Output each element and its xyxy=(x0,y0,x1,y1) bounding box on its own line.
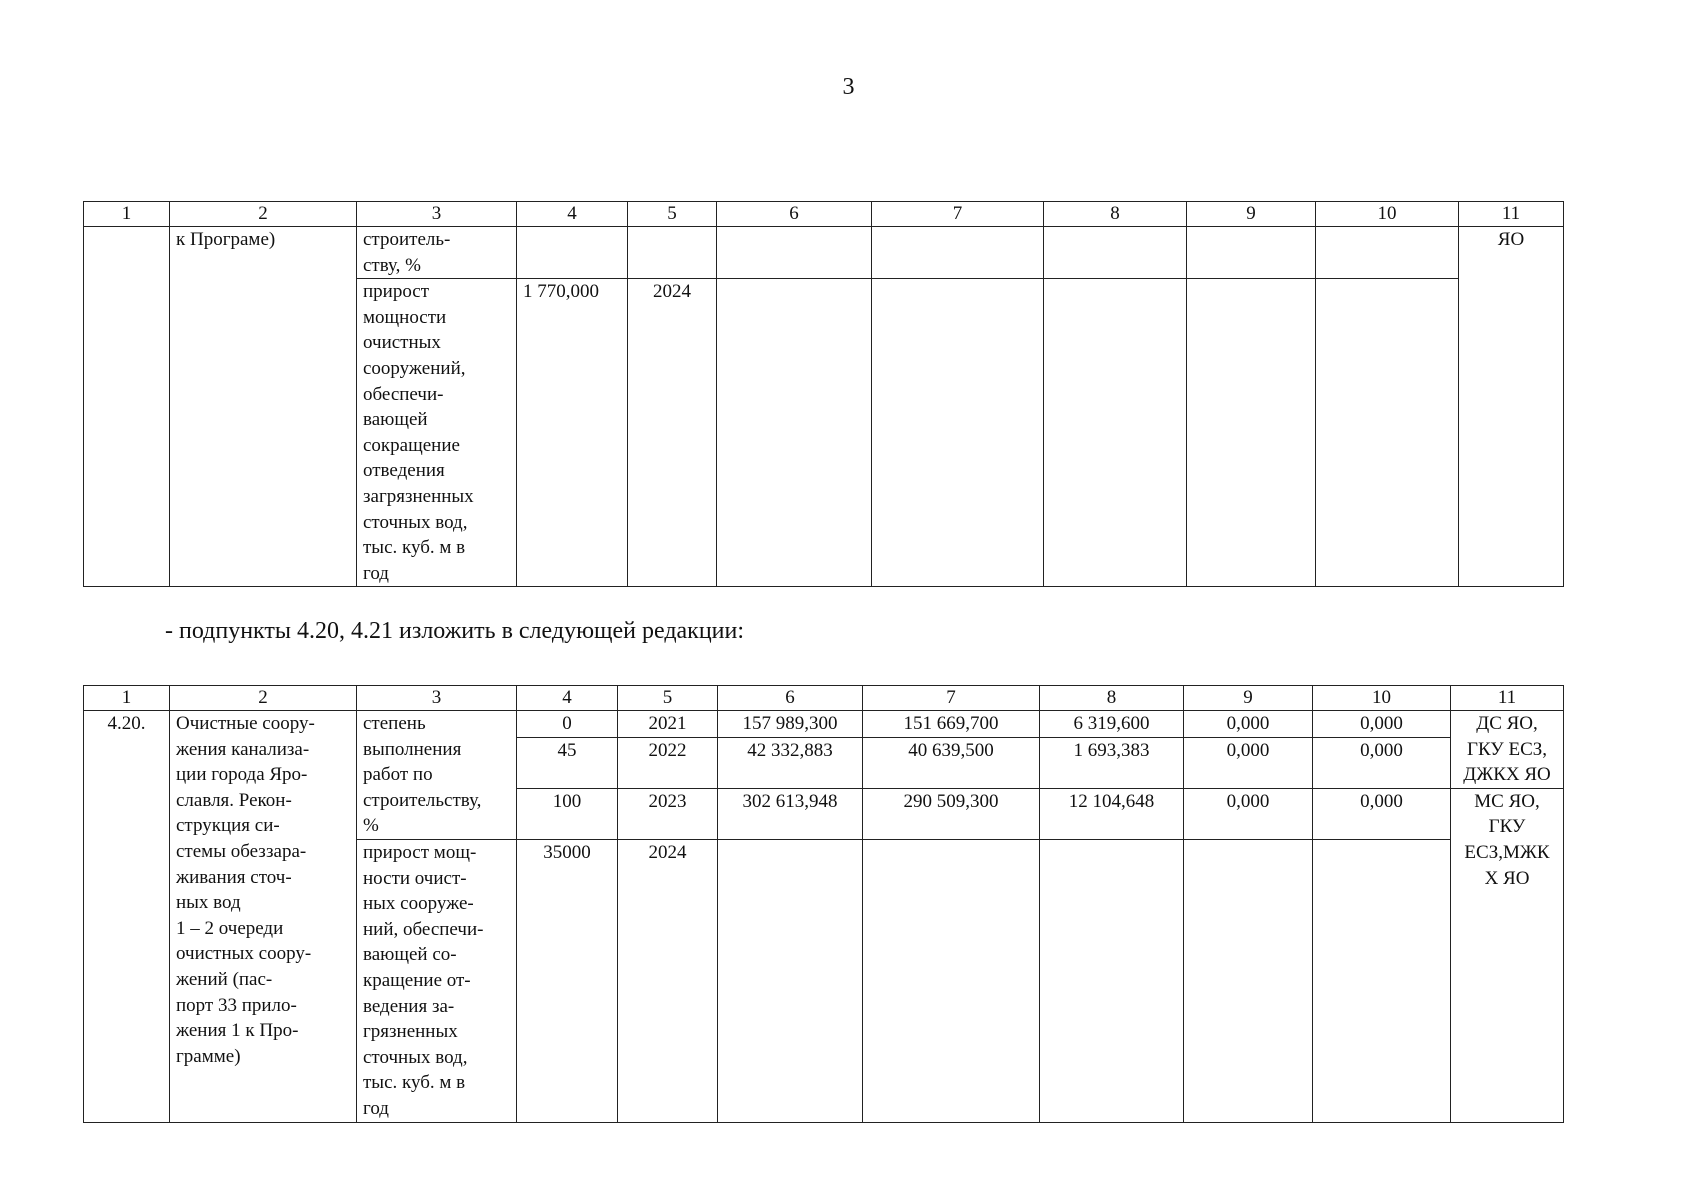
table2-header-8: 8 xyxy=(1040,686,1184,711)
indicator1-cell: степень выполнения работ по строительству, % xyxy=(357,711,517,840)
table1-header-9: 9 xyxy=(1187,202,1316,227)
amount-col9-cell: 0,000 xyxy=(1184,788,1313,839)
table2-header-5: 5 xyxy=(618,686,718,711)
table-row xyxy=(84,227,1564,279)
table-continuation xyxy=(83,201,1564,587)
table1-year-cell: 2024 xyxy=(628,279,717,587)
amount-col10-cell: 0,000 xyxy=(1313,711,1451,738)
amount-total-cell: 42 332,883 xyxy=(718,737,863,788)
amount-total-cell: 157 989,300 xyxy=(718,711,863,738)
table-row xyxy=(84,711,1564,738)
executors-cell-1: ДС ЯО, ГКУ ЕСЗ, ДЖКХ ЯО xyxy=(1451,711,1564,789)
value-cell: 45 xyxy=(517,737,618,788)
table1-indicator-cell: строитель- ству, % xyxy=(357,227,517,279)
table1-header-5: 5 xyxy=(628,202,717,227)
indicator2-cell: прирост мощ- ности очист- ных сооруже- ний, обеспечи- вающей со- кращение от- ведения за- грязненных сточных вод, тыс. куб. м в год xyxy=(357,839,517,1122)
item-number-cell: 4.20. xyxy=(84,711,170,1123)
table2-header-3: 3 xyxy=(357,686,517,711)
amount-col8-cell: 12 104,648 xyxy=(1040,788,1184,839)
page-number: 3 xyxy=(842,74,855,100)
table1-header-10: 10 xyxy=(1316,202,1459,227)
year-cell: 2024 xyxy=(618,839,718,1122)
year-cell: 2022 xyxy=(618,737,718,788)
table-amendment-4-20 xyxy=(83,685,1564,1123)
amount-col7-cell: 290 509,300 xyxy=(863,788,1040,839)
amount-col9-cell: 0,000 xyxy=(1184,737,1313,788)
table1-header-6: 6 xyxy=(717,202,872,227)
amount-col10-cell: 0,000 xyxy=(1313,737,1451,788)
amount-col8-cell: 6 319,600 xyxy=(1040,711,1184,738)
table1-header-11: 11 xyxy=(1459,202,1564,227)
value-cell: 0 xyxy=(517,711,618,738)
year-cell: 2021 xyxy=(618,711,718,738)
table1-indicator2-cell: прирост мощности очистных сооружений, обеспечи- вающей сокращение отведения загрязненных сточных вод, тыс. куб. м в год xyxy=(357,279,517,587)
amount-col8-cell: 1 693,383 xyxy=(1040,737,1184,788)
amount-total-cell: 302 613,948 xyxy=(718,788,863,839)
table2-header-10: 10 xyxy=(1313,686,1451,711)
table2-header-11: 11 xyxy=(1451,686,1564,711)
table1-header-8: 8 xyxy=(1044,202,1187,227)
table1-name-cell: к Програме) xyxy=(170,227,357,587)
year-cell: 2023 xyxy=(618,788,718,839)
amount-col7-cell: 40 639,500 xyxy=(863,737,1040,788)
table2-header-row xyxy=(84,686,1564,711)
table1-header-2: 2 xyxy=(170,202,357,227)
table2-header-4: 4 xyxy=(517,686,618,711)
table1-col1-cell xyxy=(84,227,170,587)
table1-header-4: 4 xyxy=(517,202,628,227)
table2-header-7: 7 xyxy=(863,686,1040,711)
table1-value-cell: 1 770,000 xyxy=(517,279,628,587)
table2-header-6: 6 xyxy=(718,686,863,711)
table1-executor-cell: ЯО xyxy=(1459,227,1564,587)
amount-col10-cell: 0,000 xyxy=(1313,788,1451,839)
amendment-intro-text: - подпункты 4.20, 4.21 изложить в следующей редакции: xyxy=(165,618,745,644)
executors-cell-2: МС ЯО, ГКУ ЕСЗ,МЖК Х ЯО xyxy=(1451,788,1564,1122)
amount-col7-cell: 151 669,700 xyxy=(863,711,1040,738)
table1-header-3: 3 xyxy=(357,202,517,227)
table1-header-1: 1 xyxy=(84,202,170,227)
table1-header-7: 7 xyxy=(872,202,1044,227)
value-cell: 35000 xyxy=(517,839,618,1122)
amount-col9-cell: 0,000 xyxy=(1184,711,1313,738)
value-cell: 100 xyxy=(517,788,618,839)
table2-header-2: 2 xyxy=(170,686,357,711)
table1-header-row xyxy=(84,202,1564,227)
table2-header-1: 1 xyxy=(84,686,170,711)
table2-header-9: 9 xyxy=(1184,686,1313,711)
item-name-cell: Очистные соору- жения канализа- ции города Яро- славля. Рекон- струкция си- стемы обеззара- живания сточ- ных вод 1 – 2 очереди очистных соору- жений (пас- порт 33 прило- жения 1 к Про- грамме) xyxy=(170,711,357,1123)
